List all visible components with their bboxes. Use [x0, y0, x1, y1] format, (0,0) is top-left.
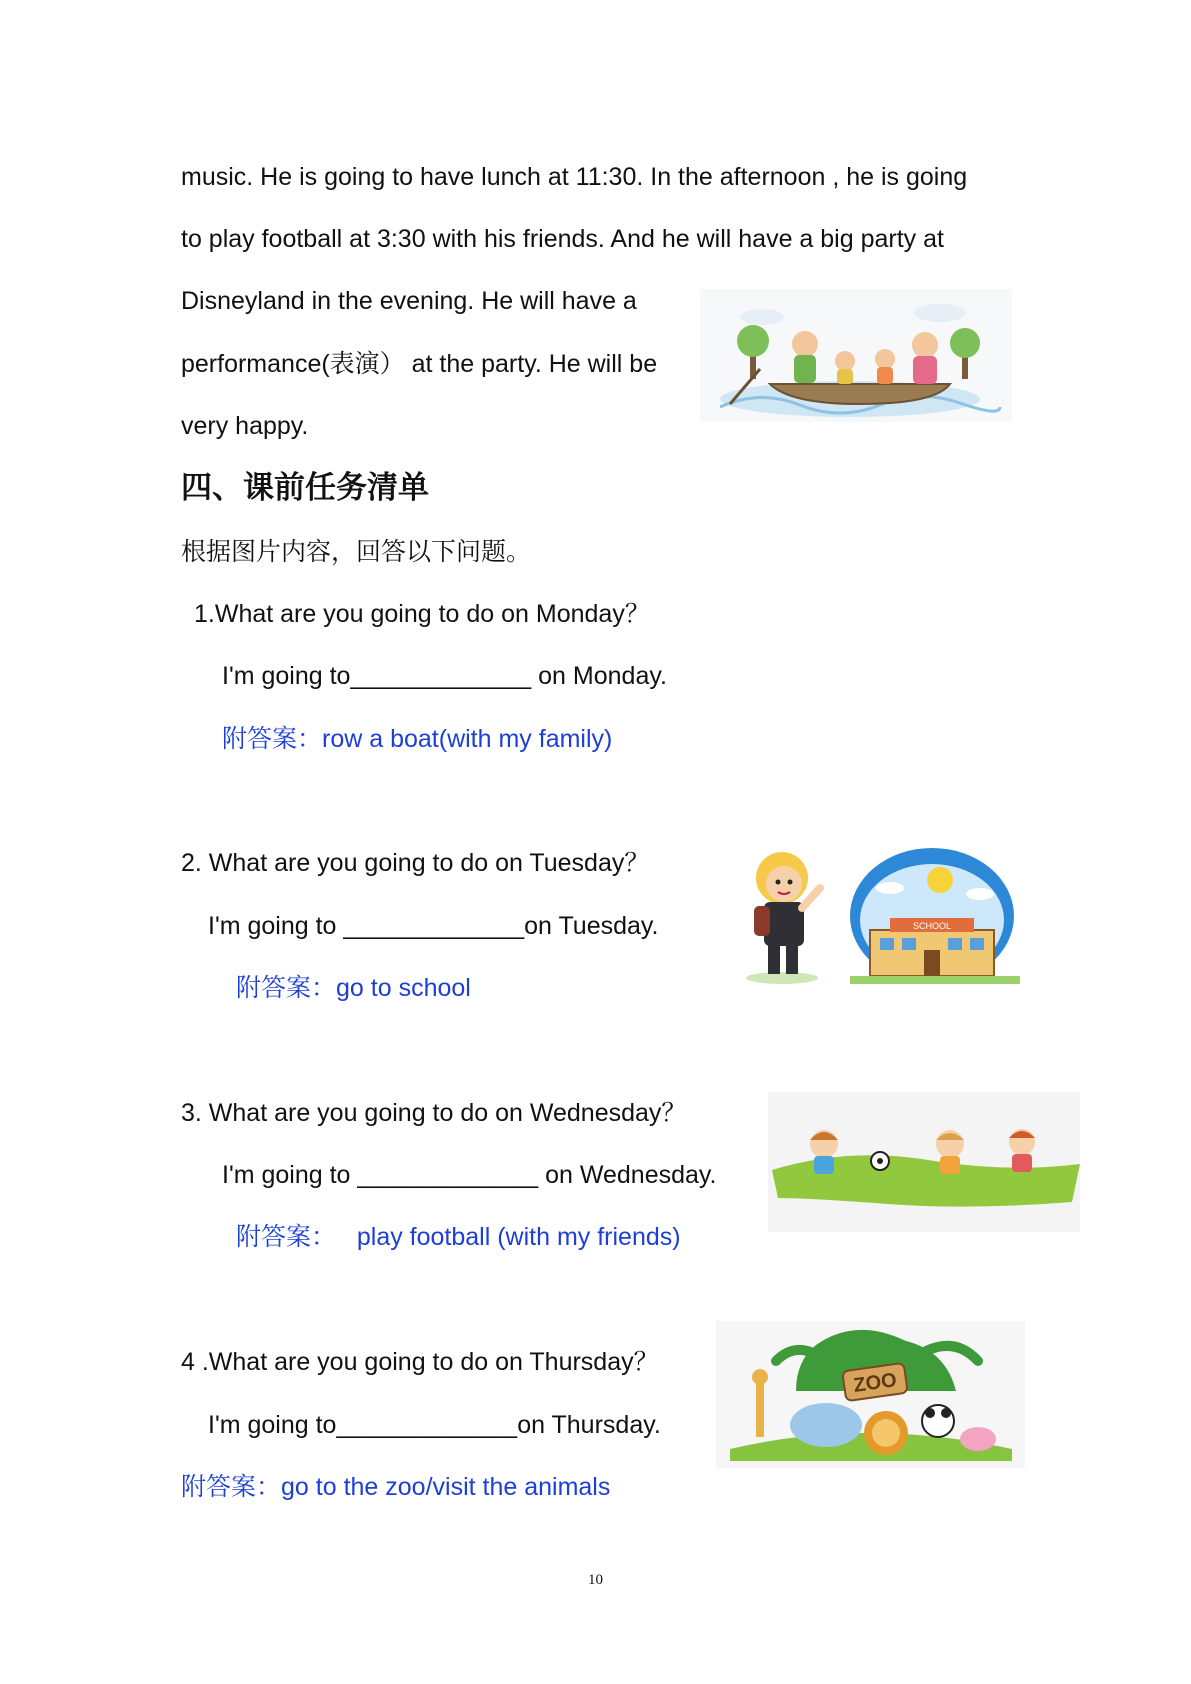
zoo-sign-text: ZOO: [852, 1369, 899, 1397]
answer-line-1: I'm going to_____________ on Monday.: [222, 662, 667, 690]
answer-1: [222, 724, 612, 754]
school-image: [740, 838, 1022, 986]
family-boat-illustration: [700, 289, 1012, 422]
page-number: 10: [588, 1572, 603, 1588]
question-3: 3. What are you going to do on Wednesday？: [181, 1099, 687, 1127]
boy-school-illustration: [740, 838, 1022, 986]
section-heading: 四、课前任务清单: [181, 470, 429, 506]
passage-line-1: music. He is going to have lunch at 11:30. In the afternoon , he is going: [181, 163, 968, 191]
question-1: 1.What are you going to do on Monday？: [194, 600, 650, 628]
question-4: 4 .What are you going to do on Thursday？: [181, 1348, 659, 1376]
answer-3: [236, 1222, 681, 1252]
zoo-image: [716, 1321, 1025, 1468]
boat-image: [700, 289, 1012, 422]
answer-label: 附答案：: [236, 973, 337, 1002]
answer-line-3: I'm going to _____________ on Wednesday.: [222, 1161, 717, 1189]
passage-line-3: Disneyland in the evening. He will have a: [181, 287, 637, 315]
answer-text: play football (with my friends): [356, 1223, 681, 1251]
question-2: 2. What are you going to do on Tuesday？: [181, 849, 650, 877]
passage-line-4: performance(表演） at the party. He will be: [181, 350, 658, 378]
answer-4: [181, 1472, 610, 1502]
school-sign-text: SCHOOL: [912, 921, 952, 931]
answer-label: 附答案：: [236, 1222, 337, 1251]
section-instruction: 根据图片内容，回答以下问题。: [181, 537, 532, 566]
answer-label: 附答案：: [181, 1472, 282, 1501]
answer-line-4: I'm going to_____________on Thursday.: [208, 1411, 661, 1439]
passage-line-2: to play football at 3:30 with his friends. And he will have a big party at: [181, 225, 944, 253]
answer-2: [236, 973, 471, 1003]
answer-text: go to school: [336, 974, 471, 1002]
football-image: [768, 1092, 1080, 1232]
zoo-illustration: [716, 1321, 1025, 1468]
kids-football-illustration: [768, 1092, 1080, 1232]
passage-line-5: very happy.: [181, 412, 309, 440]
answer-line-2: I'm going to _____________on Tuesday.: [208, 912, 659, 940]
answer-text: go to the zoo/visit the animals: [281, 1473, 611, 1501]
answer-text: row a boat(with my family): [322, 725, 613, 753]
answer-label: 附答案：: [222, 724, 323, 753]
